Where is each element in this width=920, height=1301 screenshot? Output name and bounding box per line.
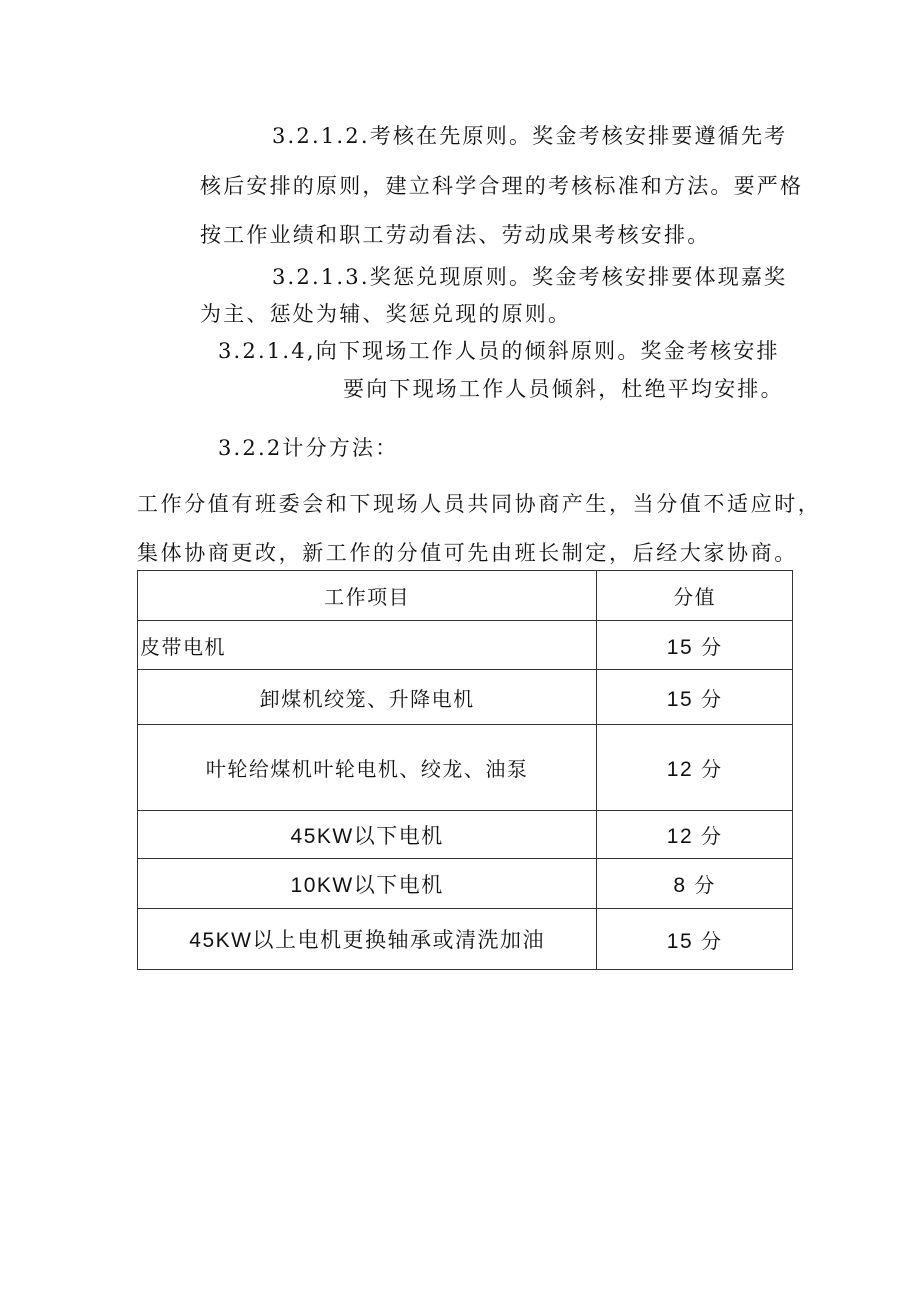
work-item-cell: 皮带电机: [138, 621, 597, 670]
table-row: [138, 725, 793, 811]
table-header-row: [138, 571, 793, 621]
score-unit: 分: [701, 686, 723, 711]
header-score: 分值: [597, 571, 793, 621]
table-row: [138, 621, 793, 670]
principle-3-2-1-4-line-1: 3.2.1.4,向下现场工作人员的倾斜原则。奖金考核安排: [218, 339, 780, 363]
work-item-cell: [138, 811, 597, 859]
principle-3-2-1-2-line-3: 按工作业绩和职工劳动看法、劳动成果考核安排。: [200, 223, 711, 247]
header-work-item: 工作项目: [138, 571, 597, 621]
score-value: 12: [666, 825, 694, 848]
principle-3-2-1-2-line-1: 3.2.1.2.考核在先原则。奖金考核安排要遵循先考: [272, 124, 788, 148]
work-item-text: 10KW以下电机: [290, 873, 444, 897]
principle-3-2-1-3-line-1: 3.2.1.3.奖惩兑现原则。奖金考核安排要体现嘉奖: [272, 265, 788, 289]
score-value: 15: [666, 687, 694, 711]
score-table: [137, 570, 793, 970]
score-value: 8: [673, 874, 687, 897]
work-item-cell: 叶轮给煤机叶轮电机、绞龙、油泵: [138, 725, 597, 811]
principle-3-2-1-3-line-2: 为主、惩处为辅、奖惩兑现的原则。: [200, 302, 572, 326]
principle-3-2-1-2-line-2: 核后安排的原则，建立科学合理的考核标准和方法。要严格: [200, 174, 804, 198]
work-item-text: 45KW以下电机: [290, 824, 444, 848]
score-cell: [597, 670, 793, 725]
scoring-description-line-2: 集体协商更改，新工作的分值可先由班长制定，后经大家协商。: [137, 541, 798, 565]
table-row: [138, 909, 793, 970]
score-value: 12: [666, 758, 694, 781]
score-unit: 分: [694, 873, 716, 897]
score-unit: 分: [701, 757, 723, 781]
score-unit: 分: [701, 928, 723, 953]
score-value: 15: [666, 635, 694, 659]
work-item-cell: 卸煤机绞笼、升降电机: [138, 670, 597, 725]
score-unit: 分: [701, 824, 723, 848]
table-row: [138, 859, 793, 909]
score-cell: [597, 909, 793, 970]
work-item-text: 45KW以上电机更换轴承或清洗加油: [189, 929, 545, 952]
score-cell: [597, 621, 793, 670]
work-item-cell: [138, 909, 597, 970]
score-value: 15: [666, 929, 694, 953]
score-unit: 分: [701, 634, 723, 659]
work-item-cell: [138, 859, 597, 909]
score-cell: [597, 811, 793, 859]
score-cell: [597, 725, 793, 811]
score-cell: [597, 859, 793, 909]
table-row: [138, 811, 793, 859]
table-row: [138, 670, 793, 725]
principle-3-2-1-4-line-2: 要向下现场工作人员倾斜，杜绝平均安排。: [343, 377, 784, 401]
section-heading-scoring-method: 3.2.2计分方法：: [218, 436, 399, 460]
scoring-description-line-1: 工作分值有班委会和下现场人员共同协商产生，当分值不适应时，: [137, 492, 822, 516]
